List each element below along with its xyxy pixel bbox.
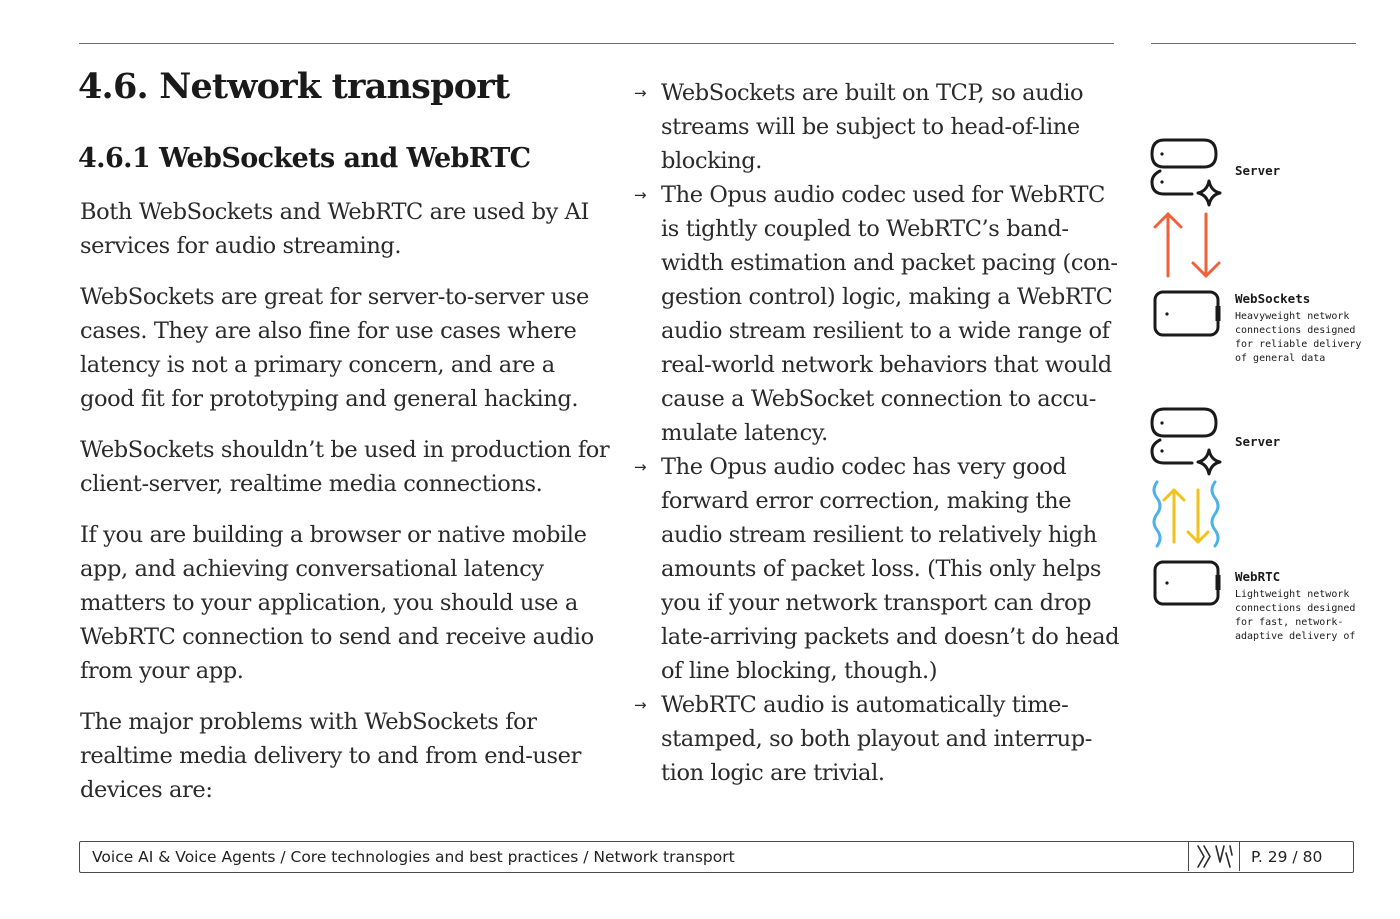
ws-arrows <box>1155 214 1219 276</box>
paragraph: WebSockets are great for server-to-server use cases. They are also fine for use cases where latency is not a primary concern, and are a good fit for prototyping and general hacking. <box>80 284 589 412</box>
subsection-heading: 4.6.1 WebSockets and WebRTC <box>78 143 531 174</box>
wave-lines <box>1154 482 1218 546</box>
arrow-right-icon: → <box>634 84 647 102</box>
brand-logo <box>1188 842 1240 871</box>
webrtc-title: WebRTC <box>1235 569 1281 584</box>
list-item <box>634 76 1124 178</box>
top-rule-main <box>79 43 1114 44</box>
sparkle-icon <box>1198 450 1220 474</box>
websockets-description: Heavyweight network connections designed for reliable delivery of general data <box>1235 311 1362 364</box>
websockets-title: WebSockets <box>1235 291 1311 306</box>
brand-logo-icon <box>1189 842 1239 871</box>
paragraph: WebSockets shouldn’t be used in production for client-server, realtime media connections. <box>80 437 610 497</box>
breadcrumb[interactable]: Voice AI & Voice Agents / Core technologies and best practices / Network transport <box>92 848 735 866</box>
list-item <box>634 688 1124 790</box>
server-label: Server <box>1235 434 1281 449</box>
section-heading: 4.6. Network transport <box>78 66 510 107</box>
list-item <box>634 450 1124 688</box>
bullet-list <box>634 76 1124 790</box>
transport-diagram <box>1148 130 1378 650</box>
top-rule-sidebar <box>1151 43 1356 44</box>
paragraph: The major problems with WebSockets for realtime media delivery to and from end-user devices are: <box>80 709 581 803</box>
sparkle-icon <box>1198 181 1220 205</box>
paragraph: Both WebSockets and WebRTC are used by AI services for audio streaming. <box>80 199 589 259</box>
list-item <box>634 178 1124 450</box>
list-item-text: The Opus audio codec used for WebRTC is tightly coupled to WebRTC’s band-width estimation and packet pacing (con-gestion control) logic, making a WebRTC audio stream resilient to a wide range of real-world network behaviors that would cause a WebSocket connection to accu-mulate latency. <box>661 182 1118 446</box>
page-footer <box>79 841 1354 873</box>
server-label: Server <box>1235 163 1281 178</box>
arrow-right-icon: → <box>634 458 647 476</box>
webrtc-arrows <box>1164 490 1208 542</box>
device-icon <box>1155 292 1218 335</box>
webrtc-description: Lightweight network connections designed for fast, network-adaptive delivery of <box>1235 589 1356 642</box>
arrow-right-icon: → <box>634 186 647 204</box>
paragraph: If you are building a browser or native mobile app, and achieving conversational latency matters to your application, you should use a WebRTC connection to send and receive audio from your app. <box>80 522 594 684</box>
left-column <box>80 195 610 824</box>
device-icon <box>1155 562 1218 604</box>
page-number: P. 29 / 80 <box>1251 848 1323 866</box>
list-item-text: The Opus audio codec has very good forward error correction, making the audio stream resilient to relatively high amounts of packet loss. (This only helps you if your network transport can drop late-arriving packets and doesn’t do head of line blocking, though.) <box>661 454 1120 684</box>
list-item-text: WebRTC audio is automatically time-stamped, so both playout and interrup-tion logic are trivial. <box>661 692 1092 786</box>
arrow-right-icon: → <box>634 696 647 714</box>
list-item-text: WebSockets are built on TCP, so audio streams will be subject to head-of-line blocking. <box>661 80 1084 174</box>
